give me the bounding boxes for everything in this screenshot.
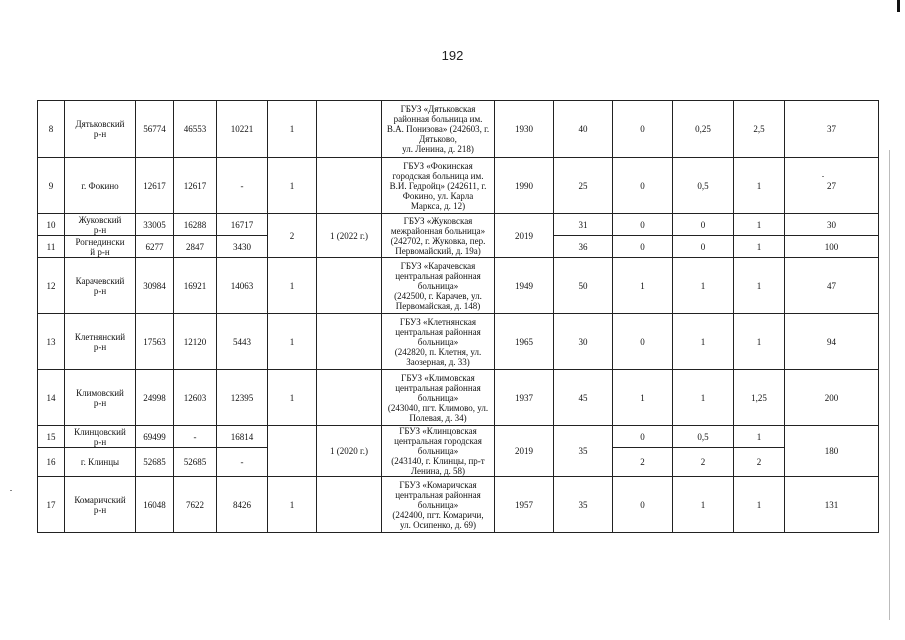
row-number: 8 — [38, 101, 65, 158]
table-row — [38, 101, 879, 158]
row-number: 9 — [38, 158, 65, 214]
district-name: Клинцовский р-н — [65, 426, 136, 448]
organization-address: ГБУЗ «Климовская центральная районная больница» (243040, пгт. Климово, ул. Полевая, д. 34) — [382, 370, 495, 426]
planned-facility — [317, 158, 382, 214]
population-urban: - — [174, 426, 217, 448]
table-row — [38, 426, 879, 448]
value-cell: 27 — [785, 158, 879, 214]
population-total: 6277 — [136, 236, 174, 258]
population-urban: 12120 — [174, 314, 217, 370]
district-name: г. Фокино — [65, 158, 136, 214]
year-built: 2019 — [495, 214, 554, 258]
population-urban: 12603 — [174, 370, 217, 426]
population-rural: - — [217, 158, 268, 214]
value-cell: 2 — [613, 448, 673, 477]
value-cell: 1 — [673, 477, 734, 533]
facility-count: 1 — [268, 101, 317, 158]
hospital-data-table — [37, 100, 879, 533]
population-total: 16048 — [136, 477, 174, 533]
district-name: Жуковский р-н — [65, 214, 136, 236]
population-total: 52685 — [136, 448, 174, 477]
value-cell: 47 — [785, 258, 879, 314]
year-built: 1930 — [495, 101, 554, 158]
population-total: 30984 — [136, 258, 174, 314]
value-cell: 36 — [554, 236, 613, 258]
value-cell: 0 — [673, 236, 734, 258]
value-cell: 2,5 — [734, 101, 785, 158]
planned-facility — [317, 477, 382, 533]
value-cell: 31 — [554, 214, 613, 236]
year-built: 1990 — [495, 158, 554, 214]
value-cell: 0 — [613, 236, 673, 258]
population-urban: 12617 — [174, 158, 217, 214]
organization-address: ГБУЗ «Дятьковская районная больница им. В.А. Понизова» (242603, г. Дятьково, ул. Ленина, д. 218) — [382, 101, 495, 158]
district-name: Комаричский р-н — [65, 477, 136, 533]
value-cell: 94 — [785, 314, 879, 370]
population-urban: 52685 — [174, 448, 217, 477]
value-cell: 0,5 — [673, 158, 734, 214]
value-cell: 1,25 — [734, 370, 785, 426]
planned-facility: 1 (2020 г.) — [317, 426, 382, 477]
year-built: 1957 — [495, 477, 554, 533]
value-cell: 100 — [785, 236, 879, 258]
value-cell: 1 — [673, 258, 734, 314]
value-cell: 37 — [785, 101, 879, 158]
facility-count: 1 — [268, 314, 317, 370]
facility-count: 1 — [268, 258, 317, 314]
value-cell: 40 — [554, 101, 613, 158]
value-cell: 35 — [554, 477, 613, 533]
planned-facility: 1 (2022 г.) — [317, 214, 382, 258]
row-number: 10 — [38, 214, 65, 236]
population-total: 24998 — [136, 370, 174, 426]
value-cell: 30 — [554, 314, 613, 370]
table-row — [38, 370, 879, 426]
value-cell: 1 — [734, 477, 785, 533]
value-cell: 50 — [554, 258, 613, 314]
value-cell: 1 — [613, 370, 673, 426]
population-urban: 2847 — [174, 236, 217, 258]
value-cell: 1 — [613, 258, 673, 314]
population-rural: 14063 — [217, 258, 268, 314]
organization-address: ГБУЗ «Клетнянская центральная районная больница» (242820, п. Клетня, ул. Заозерная, д. 33) — [382, 314, 495, 370]
organization-address: ГБУЗ «Карачевская центральная районная больница» (242500, г. Карачев, ул. Первомайская, д. 148) — [382, 258, 495, 314]
population-rural: 5443 — [217, 314, 268, 370]
row-number: 11 — [38, 236, 65, 258]
population-rural: 12395 — [217, 370, 268, 426]
facility-count — [268, 426, 317, 477]
district-name: Климовский р-н — [65, 370, 136, 426]
population-urban: 16288 — [174, 214, 217, 236]
year-built: 1965 — [495, 314, 554, 370]
population-rural: 10221 — [217, 101, 268, 158]
organization-address: ГБУЗ «Фокинская городская больница им. В.И. Гедройц» (242611, г. Фокино, ул. Карла Маркса, д. 12) — [382, 158, 495, 214]
year-built: 2019 — [495, 426, 554, 477]
population-rural: 16717 — [217, 214, 268, 236]
value-cell: 45 — [554, 370, 613, 426]
value-cell: 0 — [613, 158, 673, 214]
population-rural: 3430 — [217, 236, 268, 258]
value-cell: 30 — [785, 214, 879, 236]
value-cell: 1 — [734, 236, 785, 258]
organization-address: ГБУЗ «Клинцовская центральная городская больница» (243140, г. Клинцы, пр-т Ленина, д. 58) — [382, 426, 495, 477]
value-cell: 0,25 — [673, 101, 734, 158]
value-cell: 2 — [673, 448, 734, 477]
row-number: 13 — [38, 314, 65, 370]
table-row — [38, 214, 879, 236]
population-total: 69499 — [136, 426, 174, 448]
value-cell: 1 — [734, 426, 785, 448]
population-total: 56774 — [136, 101, 174, 158]
value-cell: 0 — [613, 214, 673, 236]
table-row — [38, 258, 879, 314]
scan-speck — [10, 490, 12, 491]
year-built: 1949 — [495, 258, 554, 314]
value-cell: 1 — [673, 370, 734, 426]
population-total: 17563 — [136, 314, 174, 370]
scan-edge-line — [889, 150, 890, 620]
population-urban: 46553 — [174, 101, 217, 158]
district-name: Клетнянский р-н — [65, 314, 136, 370]
row-number: 12 — [38, 258, 65, 314]
organization-address: ГБУЗ «Жуковская межрайонная больница» (242702, г. Жуковка, пер. Первомайский, д. 19а) — [382, 214, 495, 258]
value-cell: 1 — [734, 314, 785, 370]
population-rural: - — [217, 448, 268, 477]
row-number: 16 — [38, 448, 65, 477]
population-total: 33005 — [136, 214, 174, 236]
year-built: 1937 — [495, 370, 554, 426]
page-number: 192 — [441, 48, 464, 63]
value-cell: 1 — [734, 158, 785, 214]
district-name: г. Клинцы — [65, 448, 136, 477]
row-number: 17 — [38, 477, 65, 533]
value-cell: 1 — [673, 314, 734, 370]
value-cell: 1 — [734, 258, 785, 314]
value-cell: 0 — [673, 214, 734, 236]
planned-facility — [317, 258, 382, 314]
population-urban: 7622 — [174, 477, 217, 533]
population-total: 12617 — [136, 158, 174, 214]
value-cell: 25 — [554, 158, 613, 214]
facility-count: 1 — [268, 370, 317, 426]
facility-count: 2 — [268, 214, 317, 258]
value-cell: 0,5 — [673, 426, 734, 448]
planned-facility — [317, 370, 382, 426]
value-cell: 0 — [613, 426, 673, 448]
planned-facility — [317, 101, 382, 158]
table-row — [38, 158, 879, 214]
facility-count: 1 — [268, 477, 317, 533]
row-number: 14 — [38, 370, 65, 426]
scan-edge-mark — [897, 0, 900, 12]
district-name: Карачевский р-н — [65, 258, 136, 314]
facility-count: 1 — [268, 158, 317, 214]
population-urban: 16921 — [174, 258, 217, 314]
district-name: Дятьковский р-н — [65, 101, 136, 158]
district-name: Рогнедински й р-н — [65, 236, 136, 258]
value-cell: 180 — [785, 426, 879, 477]
value-cell: 2 — [734, 448, 785, 477]
planned-facility — [317, 314, 382, 370]
table-row — [38, 314, 879, 370]
row-number: 15 — [38, 426, 65, 448]
population-rural: 16814 — [217, 426, 268, 448]
value-cell: 0 — [613, 314, 673, 370]
table-row — [38, 477, 879, 533]
value-cell: 0 — [613, 101, 673, 158]
population-rural: 8426 — [217, 477, 268, 533]
value-cell: 1 — [734, 214, 785, 236]
organization-address: ГБУЗ «Комаричская центральная районная больница» (242400, пгт. Комаричи, ул. Осипенко, д. 69) — [382, 477, 495, 533]
value-cell: 35 — [554, 426, 613, 477]
value-cell: 131 — [785, 477, 879, 533]
value-cell: 200 — [785, 370, 879, 426]
value-cell: 0 — [613, 477, 673, 533]
